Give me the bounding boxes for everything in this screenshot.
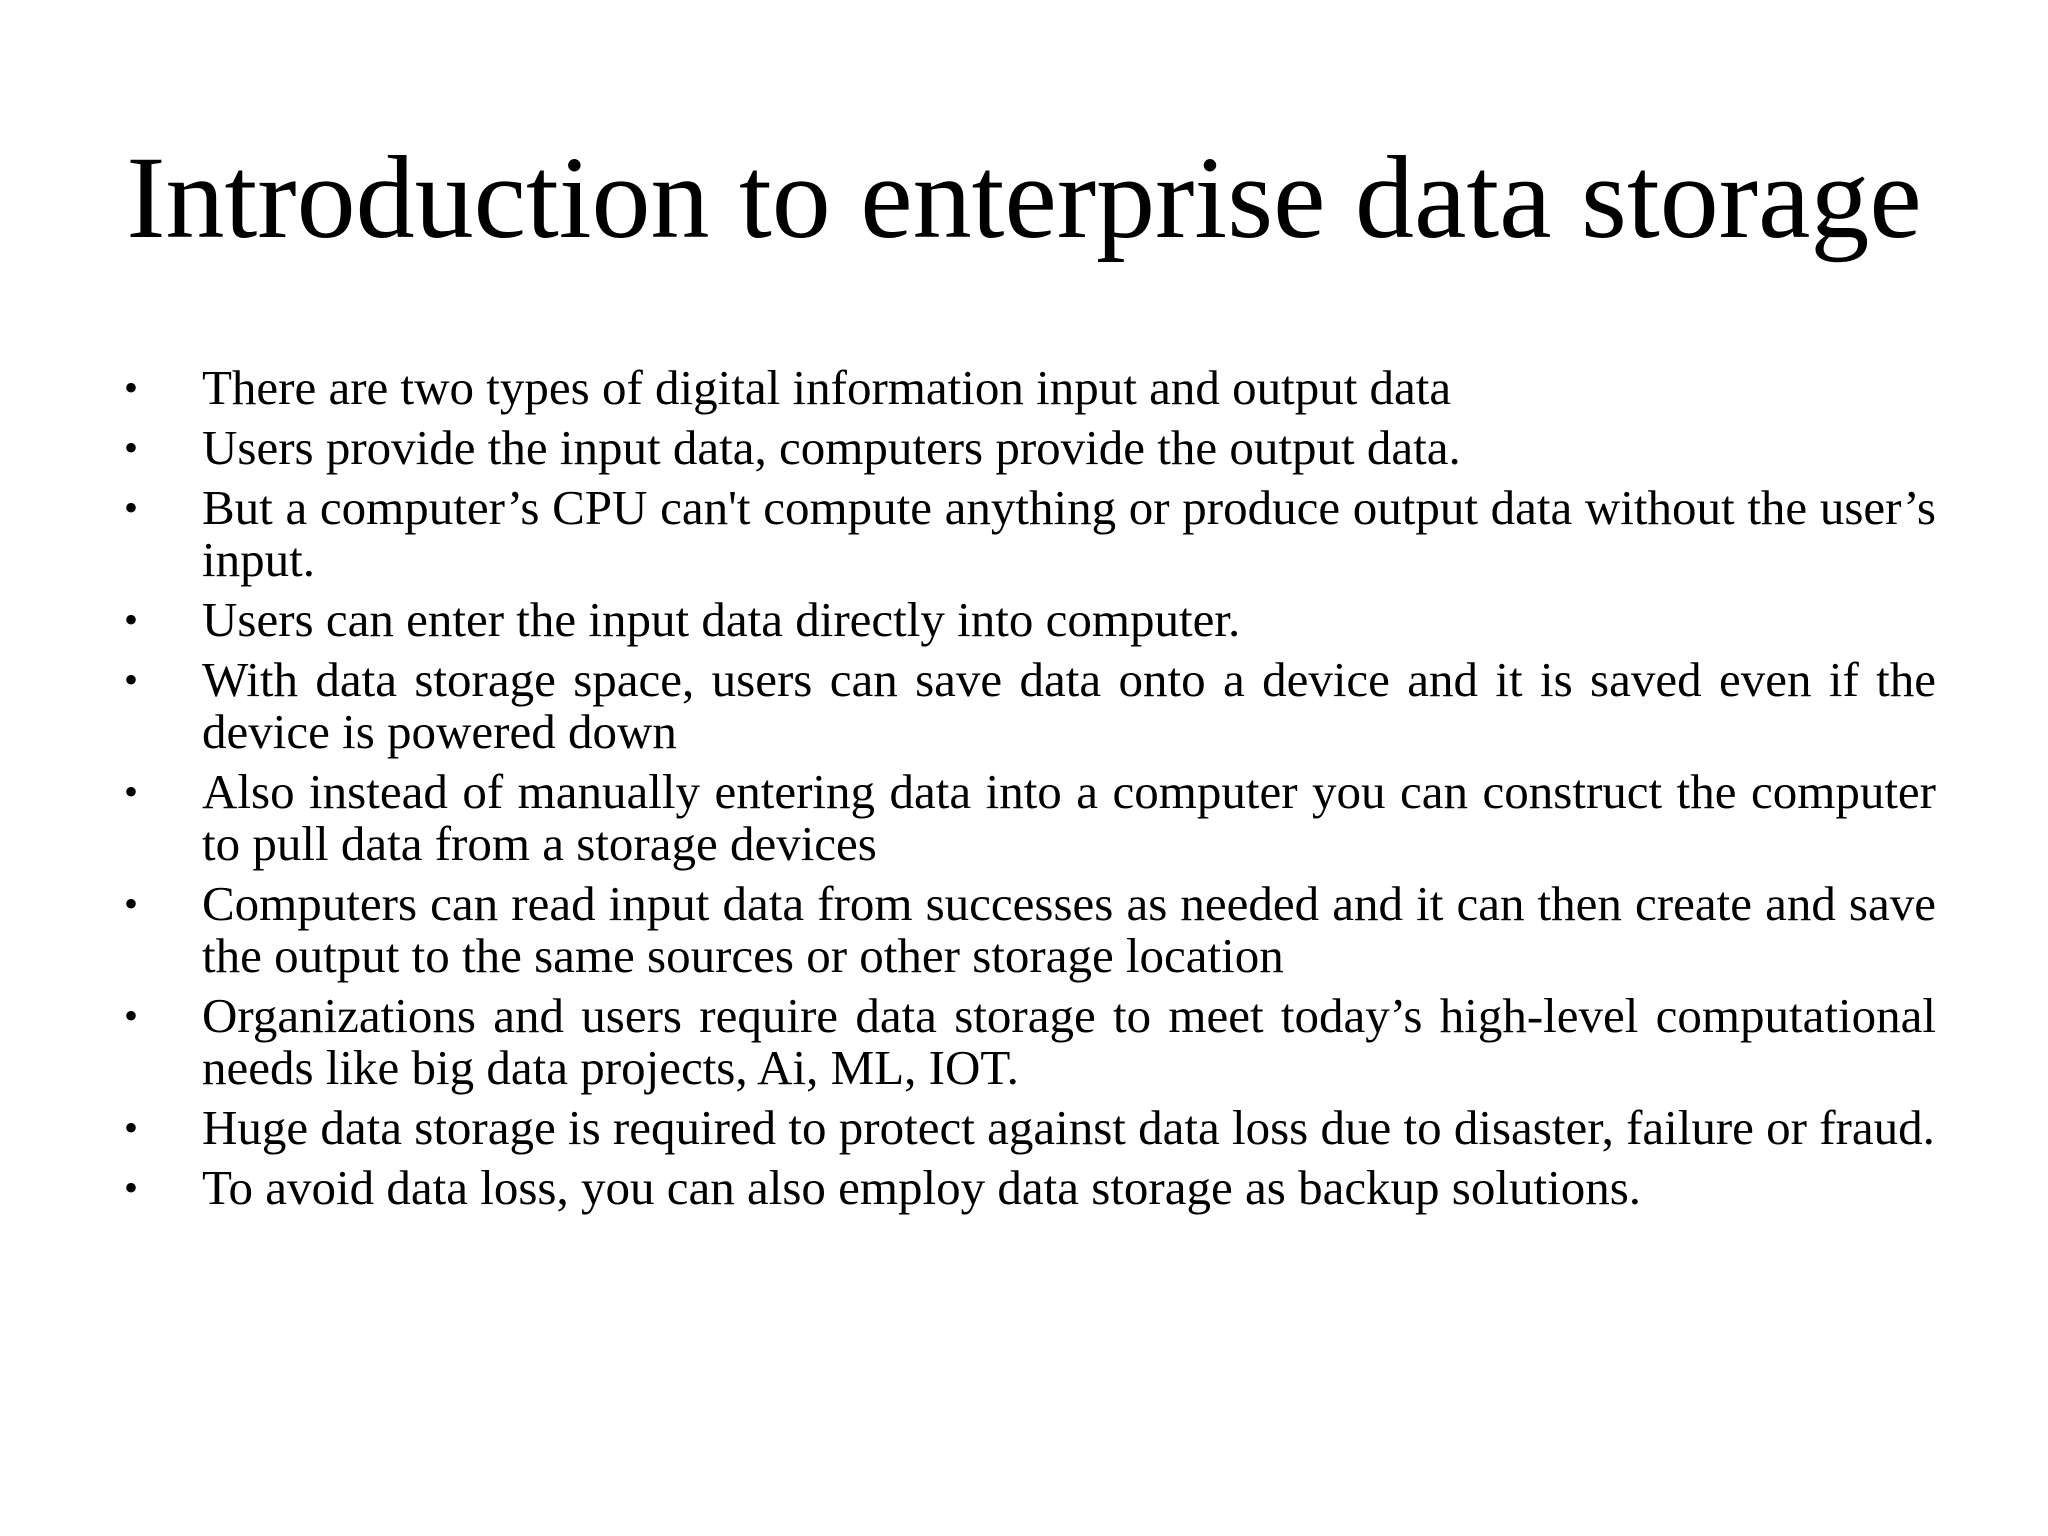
- bullet-text: Organizations and users require data storage to meet today’s high-level computational needs like big data projects, Ai, ML, IOT.: [202, 988, 1936, 1095]
- bullet-icon: •: [124, 657, 139, 702]
- bullet-item: [120, 362, 1936, 414]
- bullet-item: [120, 990, 1936, 1094]
- bullet-item: [120, 1162, 1936, 1214]
- bullet-item: [120, 654, 1936, 758]
- bullet-text: To avoid data loss, you can also employ data storage as backup solutions.: [202, 1160, 1642, 1215]
- bullet-text: There are two types of digital information input and output data: [202, 360, 1452, 415]
- bullet-icon: •: [124, 485, 139, 530]
- bullet-icon: •: [124, 881, 139, 926]
- slide-title: Introduction to enterprise data storage: [126, 132, 1922, 263]
- bullet-icon: •: [124, 993, 139, 1038]
- bullet-icon: •: [124, 769, 139, 814]
- bullet-icon: •: [124, 365, 139, 410]
- bullet-item: [120, 1102, 1936, 1154]
- bullet-item: [120, 482, 1936, 586]
- bullet-text: With data storage space, users can save data onto a device and it is saved even if the device is powered down: [202, 652, 1936, 759]
- bullet-item: [120, 594, 1936, 646]
- bullet-list: [120, 362, 1936, 1222]
- bullet-text: Also instead of manually entering data into a computer you can construct the computer to pull data from a storage devices: [202, 764, 1936, 871]
- bullet-item: [120, 766, 1936, 870]
- bullet-icon: •: [124, 425, 139, 470]
- bullet-item: [120, 422, 1936, 474]
- bullet-text: Users provide the input data, computers provide the output data.: [202, 420, 1461, 475]
- bullet-item: [120, 878, 1936, 982]
- bullet-text: But a computer’s CPU can't compute anything or produce output data without the user’s input.: [202, 480, 1936, 587]
- bullet-text: Computers can read input data from successes as needed and it can then create and save the output to the same sources or other storage location: [202, 876, 1936, 983]
- bullet-icon: •: [124, 1105, 139, 1150]
- bullet-icon: •: [124, 597, 139, 642]
- bullet-text: Users can enter the input data directly into computer.: [202, 592, 1241, 647]
- bullet-text: Huge data storage is required to protect against data loss due to disaster, failure or fraud.: [202, 1100, 1935, 1155]
- bullet-icon: •: [124, 1165, 139, 1210]
